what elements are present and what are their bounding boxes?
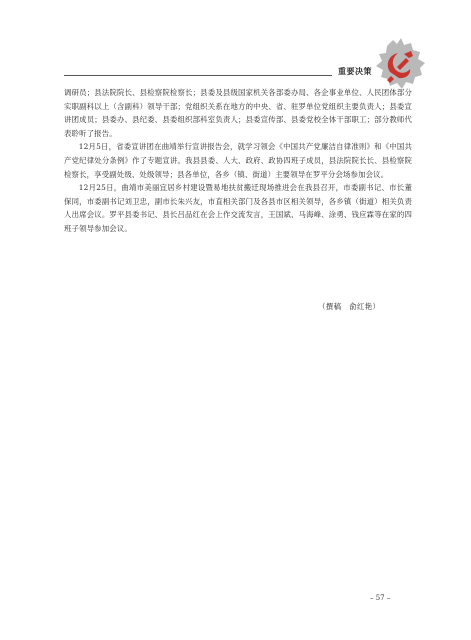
emblem-icon	[373, 36, 427, 92]
author-signature: （撰稿 俞红艳）	[318, 302, 381, 311]
header-rule	[64, 75, 332, 76]
paragraph-dec-5: 12月5日，省委宣讲团在曲靖举行宣讲报告会，就学习领会《中国共产党廉洁自律准则》和《中国共产党纪律处分条例》作了专题宣讲。我县县委、人大、政府、政协四班子成员，县法院院长长、县检察院检察长，享受副处级、处级领导；县各单位，各乡（镇、街道）主要领导在罗平分会场参加会议。	[64, 142, 412, 179]
paragraph-dec-25: 12月25日，曲靖市美丽宜居乡村建设暨易地扶贫搬迁现场推进会在我县召开，市委副书记、市长董保同，市委副书记刘卫忠，副市长朱兴友，市直相关部门及各县市区相关领导，各乡镇（街道）相关负责人出席会议。罗平县委书记、县长吕品红在会上作交流发言，王国斌、马海峰、涂勇、钱应霖等在家的四班子领导参加会议。	[64, 183, 412, 233]
page-number: – 57 –	[370, 594, 391, 602]
paragraph-attendees: 调研员；县法院院长、县检察院检察长；县委及县级国家机关各部委办局、各企事业单位、人民团体部分实职副科以上（含副科）领导干部；党组织关系在地方的中央、省、驻罗单位党组织主要负责人；县委宣讲团成员；县委办、县纪委、县委组织部科室负责人；县委宣传部、县委党校全体干部职工；部分教师代表聆听了报告。	[64, 88, 412, 138]
section-title: 重要决策	[338, 67, 372, 76]
article-body	[64, 86, 412, 236]
